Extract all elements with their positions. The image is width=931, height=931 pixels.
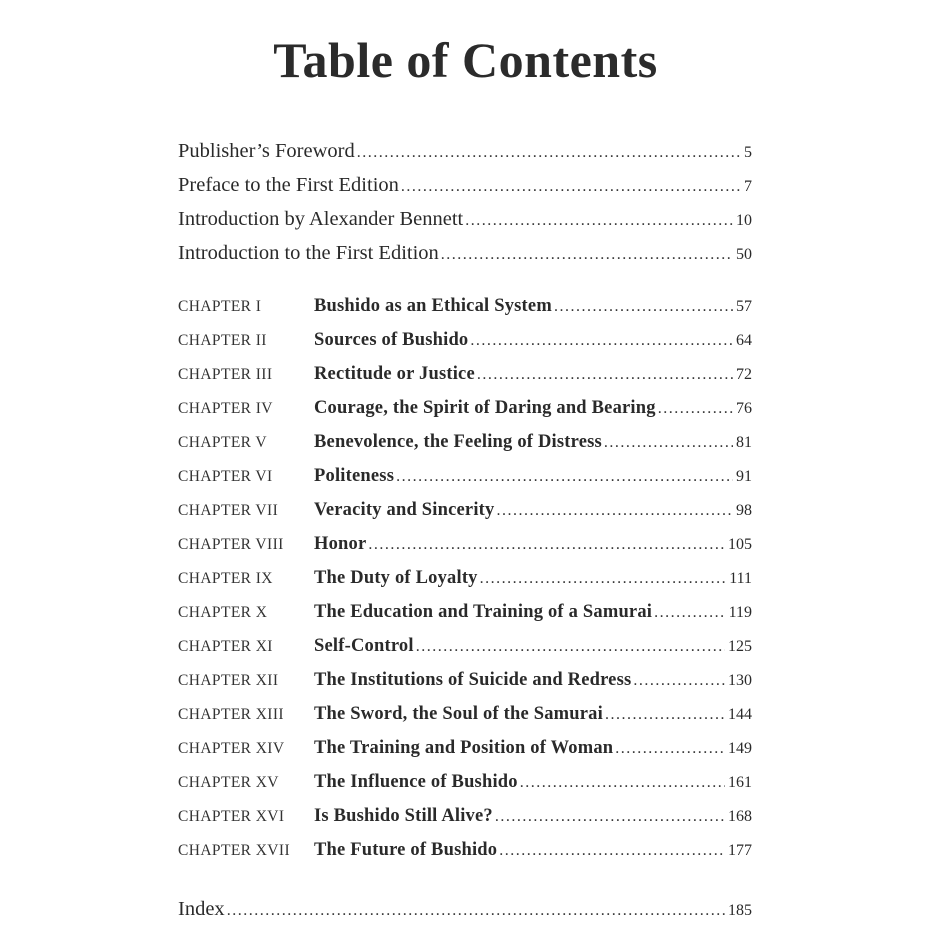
dot-leader	[615, 740, 725, 758]
chapter-entry[interactable]	[178, 840, 752, 870]
dot-leader	[520, 774, 725, 792]
toc-entry-page: 50	[736, 246, 752, 263]
chapter-title: Bushido as an Ethical System	[314, 296, 552, 316]
dot-leader	[465, 212, 733, 230]
chapter-page: 168	[728, 808, 752, 825]
chapter-label: CHAPTER IX	[178, 570, 273, 587]
chapter-entry[interactable]	[178, 398, 752, 428]
dot-leader	[396, 468, 733, 486]
chapter-label: CHAPTER XII	[178, 672, 279, 689]
dot-leader	[470, 332, 733, 350]
toc-entry-page: 7	[744, 178, 752, 195]
page-title: Table of Contents	[273, 31, 658, 88]
chapter-title: The Future of Bushido	[314, 840, 498, 860]
chapter-page: 161	[728, 774, 752, 791]
dot-leader	[554, 298, 733, 316]
chapter-label: CHAPTER IV	[178, 400, 273, 417]
chapter-label: CHAPTER XVII	[178, 842, 291, 859]
chapter-title: The Sword, the Soul of the Samurai	[314, 704, 603, 724]
toc-entry-title: Index	[178, 898, 225, 920]
chapter-title: Rectitude or Justice	[314, 364, 475, 384]
toc-entry-page: 185	[728, 902, 752, 919]
chapter-page: 144	[728, 706, 752, 723]
chapter-label: CHAPTER V	[178, 434, 268, 451]
chapter-label: CHAPTER II	[178, 332, 267, 349]
chapter-title: Politeness	[314, 466, 395, 486]
toc-entry-index[interactable]	[178, 898, 752, 928]
chapter-entry[interactable]	[178, 568, 752, 598]
toc-entry-page: 10	[736, 212, 752, 229]
chapter-label: CHAPTER X	[178, 604, 268, 621]
chapter-label: CHAPTER XV	[178, 774, 279, 791]
dot-leader	[495, 808, 725, 826]
toc-entry-title: Preface to the First Edition	[178, 174, 399, 196]
chapter-title: Self-Control	[314, 636, 414, 656]
dot-leader	[658, 400, 733, 418]
chapter-page: 81	[736, 434, 752, 451]
chapter-entry[interactable]	[178, 772, 752, 802]
chapter-title: Courage, the Spirit of Daring and Bearing	[314, 398, 656, 418]
chapter-page: 119	[728, 604, 752, 621]
chapter-title: Honor	[314, 534, 367, 554]
chapter-title: The Education and Training of a Samurai	[314, 602, 653, 622]
chapter-page: 111	[729, 570, 752, 587]
chapter-entry[interactable]	[178, 738, 752, 768]
dot-leader	[401, 178, 741, 196]
chapter-title: The Duty of Loyalty	[314, 568, 478, 588]
chapter-page: 64	[736, 332, 752, 349]
toc-entry-title: Publisher’s Foreword	[178, 140, 355, 162]
chapter-label: CHAPTER VIII	[178, 536, 284, 553]
toc-entry-page: 5	[744, 144, 752, 161]
chapter-title: The Influence of Bushido	[314, 772, 518, 792]
chapter-entry[interactable]	[178, 602, 752, 632]
chapter-page: 98	[736, 502, 752, 519]
dot-leader	[604, 434, 733, 452]
chapter-page: 177	[728, 842, 752, 859]
dot-leader	[416, 638, 725, 656]
chapter-page: 72	[736, 366, 752, 383]
toc-entry-title: Introduction to the First Edition	[178, 242, 439, 264]
chapter-title: The Training and Position of Woman	[314, 738, 614, 758]
chapter-title: The Institutions of Suicide and Redress	[314, 670, 632, 690]
toc-entry[interactable]	[178, 140, 752, 170]
dot-leader	[633, 672, 725, 690]
chapter-entry[interactable]	[178, 636, 752, 666]
chapter-entry[interactable]	[178, 432, 752, 462]
toc-entry-title: Introduction by Alexander Bennett	[178, 208, 464, 230]
chapter-title: Is Bushido Still Alive?	[314, 806, 493, 826]
chapter-page: 125	[728, 638, 752, 655]
chapter-entry[interactable]	[178, 330, 752, 360]
chapter-page: 105	[728, 536, 752, 553]
chapter-entry[interactable]	[178, 806, 752, 836]
chapter-label: CHAPTER III	[178, 366, 273, 383]
chapter-entry[interactable]	[178, 364, 752, 394]
dot-leader	[605, 706, 725, 724]
chapter-label: CHAPTER XI	[178, 638, 273, 655]
dot-leader	[499, 842, 725, 860]
dot-leader	[477, 366, 733, 384]
chapter-entry[interactable]	[178, 296, 752, 326]
toc-entry[interactable]	[178, 242, 752, 272]
chapter-page: 130	[728, 672, 752, 689]
chapter-page: 91	[736, 468, 752, 485]
chapter-label: CHAPTER I	[178, 298, 262, 315]
chapter-page: 149	[728, 740, 752, 757]
chapter-entry[interactable]	[178, 500, 752, 530]
chapter-entry[interactable]	[178, 704, 752, 734]
dot-leader	[441, 246, 733, 264]
dot-leader	[496, 502, 733, 520]
chapter-label: CHAPTER XIII	[178, 706, 284, 723]
chapter-label: CHAPTER VII	[178, 502, 279, 519]
dot-leader	[480, 570, 727, 588]
chapter-entry[interactable]	[178, 534, 752, 564]
dot-leader	[357, 144, 741, 162]
chapter-title: Benevolence, the Feeling of Distress	[314, 432, 602, 452]
chapter-entry[interactable]	[178, 466, 752, 496]
chapter-entry[interactable]	[178, 670, 752, 700]
toc-entry[interactable]	[178, 208, 752, 238]
chapter-label: CHAPTER VI	[178, 468, 273, 485]
chapter-page: 57	[736, 298, 752, 315]
dot-leader	[368, 536, 725, 554]
chapter-title: Veracity and Sincerity	[314, 500, 495, 520]
chapter-label: CHAPTER XIV	[178, 740, 285, 757]
toc-entry[interactable]	[178, 174, 752, 204]
dot-leader	[227, 902, 725, 920]
chapter-title: Sources of Bushido	[314, 330, 469, 350]
chapter-label: CHAPTER XVI	[178, 808, 285, 825]
chapter-page: 76	[736, 400, 752, 417]
dot-leader	[654, 604, 725, 622]
